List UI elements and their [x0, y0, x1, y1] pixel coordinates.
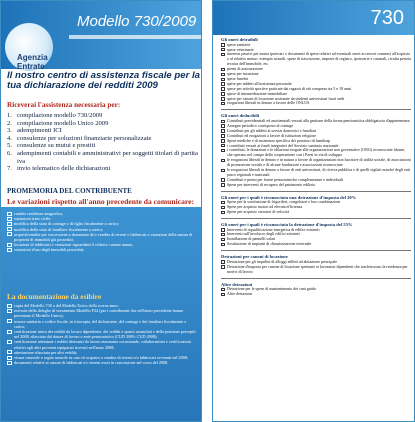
- item-text: consulenze per soluzioni finanziarie personalizzate: [17, 134, 152, 142]
- assistance-item: [7, 127, 201, 135]
- onere-text: Assegno periodico corrisposto al coniuge: [227, 122, 294, 128]
- onere-text: premi di assicurazione: [227, 66, 263, 72]
- item-text: compilazione modello 730/2009: [17, 112, 103, 119]
- checkbox-icon: [7, 361, 12, 365]
- oneri-section: [221, 113, 411, 187]
- section-list: [221, 228, 411, 248]
- onere-item: [221, 265, 411, 275]
- documentazione-heading: La documentazione da esibire: [7, 292, 102, 301]
- checkbox-icon: [221, 120, 225, 123]
- variazioni-heading: Le variazioni rispetto all'anno precedente da comunicare:: [7, 197, 195, 206]
- item-number: 5.: [7, 142, 12, 150]
- item-text: compilazione modello Unico 2009: [17, 119, 109, 127]
- oneri-section: [221, 282, 411, 297]
- documento-text: ricevute della deleghe di versamento Modello F24 (per i contribuenti che nell'anno precedente hanno presentato il Modello Unico);: [14, 308, 184, 319]
- checkbox-icon: [221, 260, 225, 263]
- agenzia-entrate-logo: [5, 23, 57, 71]
- checkbox-icon: [7, 212, 12, 216]
- checkbox-icon: [221, 183, 225, 186]
- item-number: 1.: [7, 112, 12, 119]
- variazione-text: modifica della stato di coniuge o di figlio fiscalmente a carico;: [14, 221, 119, 227]
- variazione-item: [7, 247, 197, 252]
- onere-text: spese per istruzione: [227, 71, 259, 77]
- section-heading: Gli oneri per i quali è riconosciuta la detrazione d'imposta del 55%: [221, 221, 353, 227]
- onere-text: Contributi per gli addetti ai servizi domestici e familiari: [227, 127, 317, 133]
- documento-item: [7, 360, 197, 365]
- section-heading: Detrazioni per canoni di locazione: [221, 254, 288, 260]
- checkbox-icon: [221, 134, 225, 137]
- checkbox-icon: [221, 169, 225, 172]
- oneri-section: [221, 195, 411, 215]
- onere-text: i contributi versati ai fondi integrativi del Servizio sanitario nazionale: [227, 142, 339, 148]
- checkbox-icon: [7, 319, 12, 323]
- assistance-item: [7, 112, 201, 120]
- documento-text: certificazione unica dei redditi da lavoro dipendente, dei redditi e quanti assimilati e della pensione percepiti nel 2008, rilasciata dal datore di lavoro o ente pensionistico (CUD 2009; CUD 2008);: [14, 329, 196, 340]
- onere-text: spese per attività sportive praticate dai ragazzi di età compresa tra 5 e 18 anni: [227, 85, 351, 91]
- section-divider: [221, 109, 411, 110]
- item-number: 4.: [7, 134, 12, 142]
- checkbox-icon: [221, 43, 225, 46]
- checkbox-icon: [221, 102, 225, 105]
- checkbox-icon: [7, 340, 12, 344]
- onere-text: interessi passivi per mutui ipotecari o documenti di spese relativi ad eventuali oneri accessori connessi all'acquisto o al relativo mutuo: esempio notarili, spese di trascrizione, imposte di registro, ipotecarie e catastali, rivalsa perizia tecnica dell'immobile, etc.: [227, 51, 411, 67]
- onere-item: [221, 52, 411, 67]
- onere-text: i contributi, le donazioni e le oblazioni erogate alle organizzazioni non governative (ONG) riconosciute idonee, che operano nel campo della cooperazione con i Paesi in via di sviluppo: [227, 147, 406, 158]
- item-text: adempimenti contabili e amministrativi per soggetti titolari di partita iva: [17, 149, 198, 165]
- right-header: [213, 1, 415, 35]
- assistance-item: [7, 150, 201, 165]
- checkbox-icon: [221, 228, 225, 231]
- onere-text: le erogazioni liberali in denaro e in natura a favore di organizzazioni non lucrative di utilità sociale, di associazioni di promozione sociale e di alcune fondazioni e associazioni riconosciute: [227, 157, 411, 168]
- assistance-item: [7, 120, 201, 128]
- onere-text: Interventi sull'involucro degli edifici esistenti: [227, 231, 300, 237]
- section-divider: [221, 250, 411, 251]
- section-divider: [221, 218, 411, 219]
- onere-text: erogazioni liberali in denaro a favore delle ONLUS: [227, 100, 310, 106]
- checkbox-icon: [221, 68, 225, 71]
- form-number: 730: [370, 7, 404, 29]
- documento-text: documenti relativi ai canoni di fabbricati e/o terreni avuti in concessione nel corso del 2008.: [14, 360, 169, 366]
- checkbox-icon: [7, 232, 12, 236]
- onere-text: spese funebri: [227, 75, 249, 81]
- logo-text: Agenzia Entrate: [17, 53, 48, 71]
- item-number: 7.: [7, 165, 12, 173]
- variazione-text: cambio residenza anagrafica;: [14, 211, 63, 216]
- documento-text: certificazione attestante i redditi derivanti da lavoro autonomo occasionale, collaborazioni e certificazioni relativi agli altri proventi equiparati ricevuti nell'anno 2008;: [14, 339, 191, 350]
- left-panel: [0, 0, 202, 422]
- section-heading: Gli oneri per i quali è riconosciuta una detrazione d'imposta del 20%: [221, 194, 357, 200]
- section-list: [221, 287, 411, 297]
- checkbox-icon: [221, 293, 225, 296]
- checkbox-icon: [221, 78, 225, 81]
- right-panel: [212, 0, 415, 422]
- item-number: 3.: [7, 127, 12, 135]
- variazione-text: locazioni di fabbricati e variazioni riguardanti il relativo canone annuo;: [14, 242, 134, 248]
- checkbox-icon: [221, 159, 225, 162]
- variazione-item: [7, 232, 197, 242]
- onere-text: Spese per acquisto variatori di velocità: [227, 209, 290, 215]
- onere-text: Interventi di riqualificazione energetica di edifici esistenti: [227, 226, 320, 232]
- item-number: 2.: [7, 119, 12, 127]
- onere-text: spese di intermediazione immobiliare: [227, 90, 288, 96]
- checkbox-icon: [221, 92, 225, 95]
- checkbox-icon: [7, 217, 12, 221]
- checkbox-icon: [221, 288, 225, 291]
- checkbox-icon: [221, 178, 225, 181]
- assistance-item: [7, 165, 201, 173]
- documentazione-list: [7, 303, 197, 365]
- checkbox-icon: [7, 222, 12, 226]
- onere-text: Detrazione per le spese di mantenimento dei cani guida: [227, 286, 316, 292]
- assistance-item: [7, 142, 201, 150]
- checkbox-icon: [221, 238, 225, 241]
- onere-item: [221, 210, 411, 215]
- onere-text: spese per canoni di locazione sostenute da studenti universitari fuori sede: [227, 95, 345, 101]
- left-header: [1, 1, 202, 69]
- oneri-sections: [221, 37, 411, 300]
- onere-text: spese per addetti all'assistenza personale: [227, 80, 292, 86]
- assistance-section: [7, 101, 201, 173]
- onere-text: Spese per acquisto motori ad elevata efficienza: [227, 204, 303, 210]
- onere-text: spese sanitarie: [227, 41, 251, 47]
- checkbox-icon: [7, 309, 12, 313]
- documento-text: tessera sanitaria o codice fiscale, in fotocopia, del dichiarante, del coniuge e dei familiari fiscalmente a carico;: [14, 318, 187, 329]
- checkbox-icon: [221, 149, 225, 152]
- checkbox-icon: [221, 265, 225, 268]
- onere-text: Altre detrazioni: [227, 291, 253, 296]
- oneri-section: [221, 37, 411, 106]
- checkbox-icon: [7, 248, 12, 252]
- onere-text: Detrazione per gli inquilini di alloggi adibiti ad abitazione principale: [227, 258, 338, 264]
- assistance-heading: Riceverai l'assistenza necessaria per:: [7, 101, 121, 109]
- checkbox-icon: [221, 97, 225, 100]
- variazione-text: modifica della stato di familiare fiscalmente a carico;: [14, 226, 104, 232]
- onere-text: le erogazioni liberali in denaro a favore di enti universitari, di ricerca pubblica e di quelli vigilati nonché degli enti parco regionali e nazionali: [227, 167, 411, 177]
- section-divider: [221, 278, 411, 279]
- checkbox-icon: [221, 243, 225, 246]
- variazione-text: acquisti/vendite per successione o donazione di/o vendita di terreni e fabbricati o variazioni della natura di proprietà di immobili già posseduti;: [14, 231, 193, 243]
- documento-item: [7, 329, 197, 339]
- onere-text: Contributi previdenziali ed assistenziali versati alla gestione della forma pensionistica obbligatoria d'appartenenza: [227, 117, 410, 123]
- variazione-text: variazioni stato civile;: [14, 216, 52, 222]
- oneri-section: [221, 222, 411, 247]
- documento-text: copia del Modello 730 o del Modello Unico della scorsa anno;: [14, 303, 119, 308]
- checkbox-icon: [221, 211, 225, 214]
- onere-item: [221, 242, 411, 247]
- onere-text: Detrazione d'imposta per canone di locazione spettante ai lavoratori dipendenti che trasferiscono la residenza per motivi di lavoro: [227, 263, 408, 274]
- section-list: [221, 119, 411, 188]
- checkbox-icon: [7, 330, 12, 334]
- section-heading: Gli oneri detraibili: [221, 37, 258, 42]
- checkbox-icon: [7, 350, 12, 354]
- checkbox-icon: [221, 82, 225, 85]
- item-text: consulenze su mutui e prestiti: [17, 142, 96, 150]
- onere-text: Sostituzione di impianti di climatizzazione invernale: [227, 241, 312, 247]
- checkbox-icon: [221, 206, 225, 209]
- documento-text: attestazione rilasciata per altri redditi;: [14, 349, 78, 355]
- assistance-item: [7, 135, 201, 143]
- onere-text: Contributi e premi per forme pensionistiche complementari e individuali: [227, 176, 344, 182]
- checkbox-icon: [221, 87, 225, 90]
- header-stripe: [69, 35, 202, 39]
- checkbox-icon: [7, 227, 12, 231]
- checkbox-icon: [221, 201, 225, 204]
- checkbox-icon: [221, 53, 225, 56]
- onere-text: Spese per la sostituzione di frigoriferi, congelatori e loro combinazioni: [227, 199, 341, 205]
- intro-text: Il nostro centro di assistenza fiscale per la tua dichiarazione dei redditi 2009: [7, 70, 201, 91]
- promemoria-title: PROMEMORIA DEL CONTRIBUENTE: [7, 187, 132, 195]
- onere-text: Installazione di pannelli solari: [227, 236, 276, 242]
- checkbox-icon: [221, 129, 225, 132]
- section-list: [221, 200, 411, 215]
- documento-item: [7, 308, 197, 318]
- item-text: invio telematico delle dichiarazioni: [17, 165, 111, 173]
- variazione-text: variazioni d'uso degli immobili posseduti;: [14, 247, 85, 253]
- checkbox-icon: [221, 124, 225, 127]
- documento-item: [7, 339, 197, 349]
- variazioni-list: [7, 211, 197, 253]
- onere-item: [221, 101, 411, 106]
- checkbox-icon: [7, 243, 12, 247]
- assistance-list: [7, 112, 201, 173]
- checkbox-icon: [221, 144, 225, 147]
- checkbox-icon: [221, 73, 225, 76]
- oneri-section: [221, 254, 411, 274]
- header-title: Modello 730/2009: [77, 13, 197, 30]
- checkbox-icon: [7, 304, 12, 308]
- section-heading: Altre detrazioni: [221, 281, 253, 287]
- onere-text: Contributi ed erogazioni a favore di istituzioni religiose: [227, 132, 316, 138]
- checkbox-icon: [221, 48, 225, 51]
- checkbox-icon: [221, 139, 225, 142]
- documento-text: visura catastale o rogito notarile in caso di acquisto o vendita di terreni e/o fabbricati avvenuti nel 2008;: [14, 355, 189, 361]
- section-list: [221, 43, 411, 107]
- section-divider: [221, 191, 411, 192]
- onere-text: Spese mediche e di assistenza specifica dei portatori di handicap: [227, 137, 331, 143]
- onere-text: Spese per interventi di recupero del patrimonio edilizio: [227, 181, 316, 187]
- onere-text: spese veterinarie: [227, 46, 254, 52]
- item-number: 6.: [7, 149, 12, 157]
- checkbox-icon: [7, 356, 12, 360]
- onere-item: [221, 292, 411, 297]
- onere-item: [221, 183, 411, 188]
- documento-item: [7, 319, 197, 329]
- section-list: [221, 260, 411, 275]
- section-heading: Gli oneri deducibili: [221, 113, 260, 119]
- item-text: adempimenti ICI: [17, 127, 62, 135]
- checkbox-icon: [221, 233, 225, 236]
